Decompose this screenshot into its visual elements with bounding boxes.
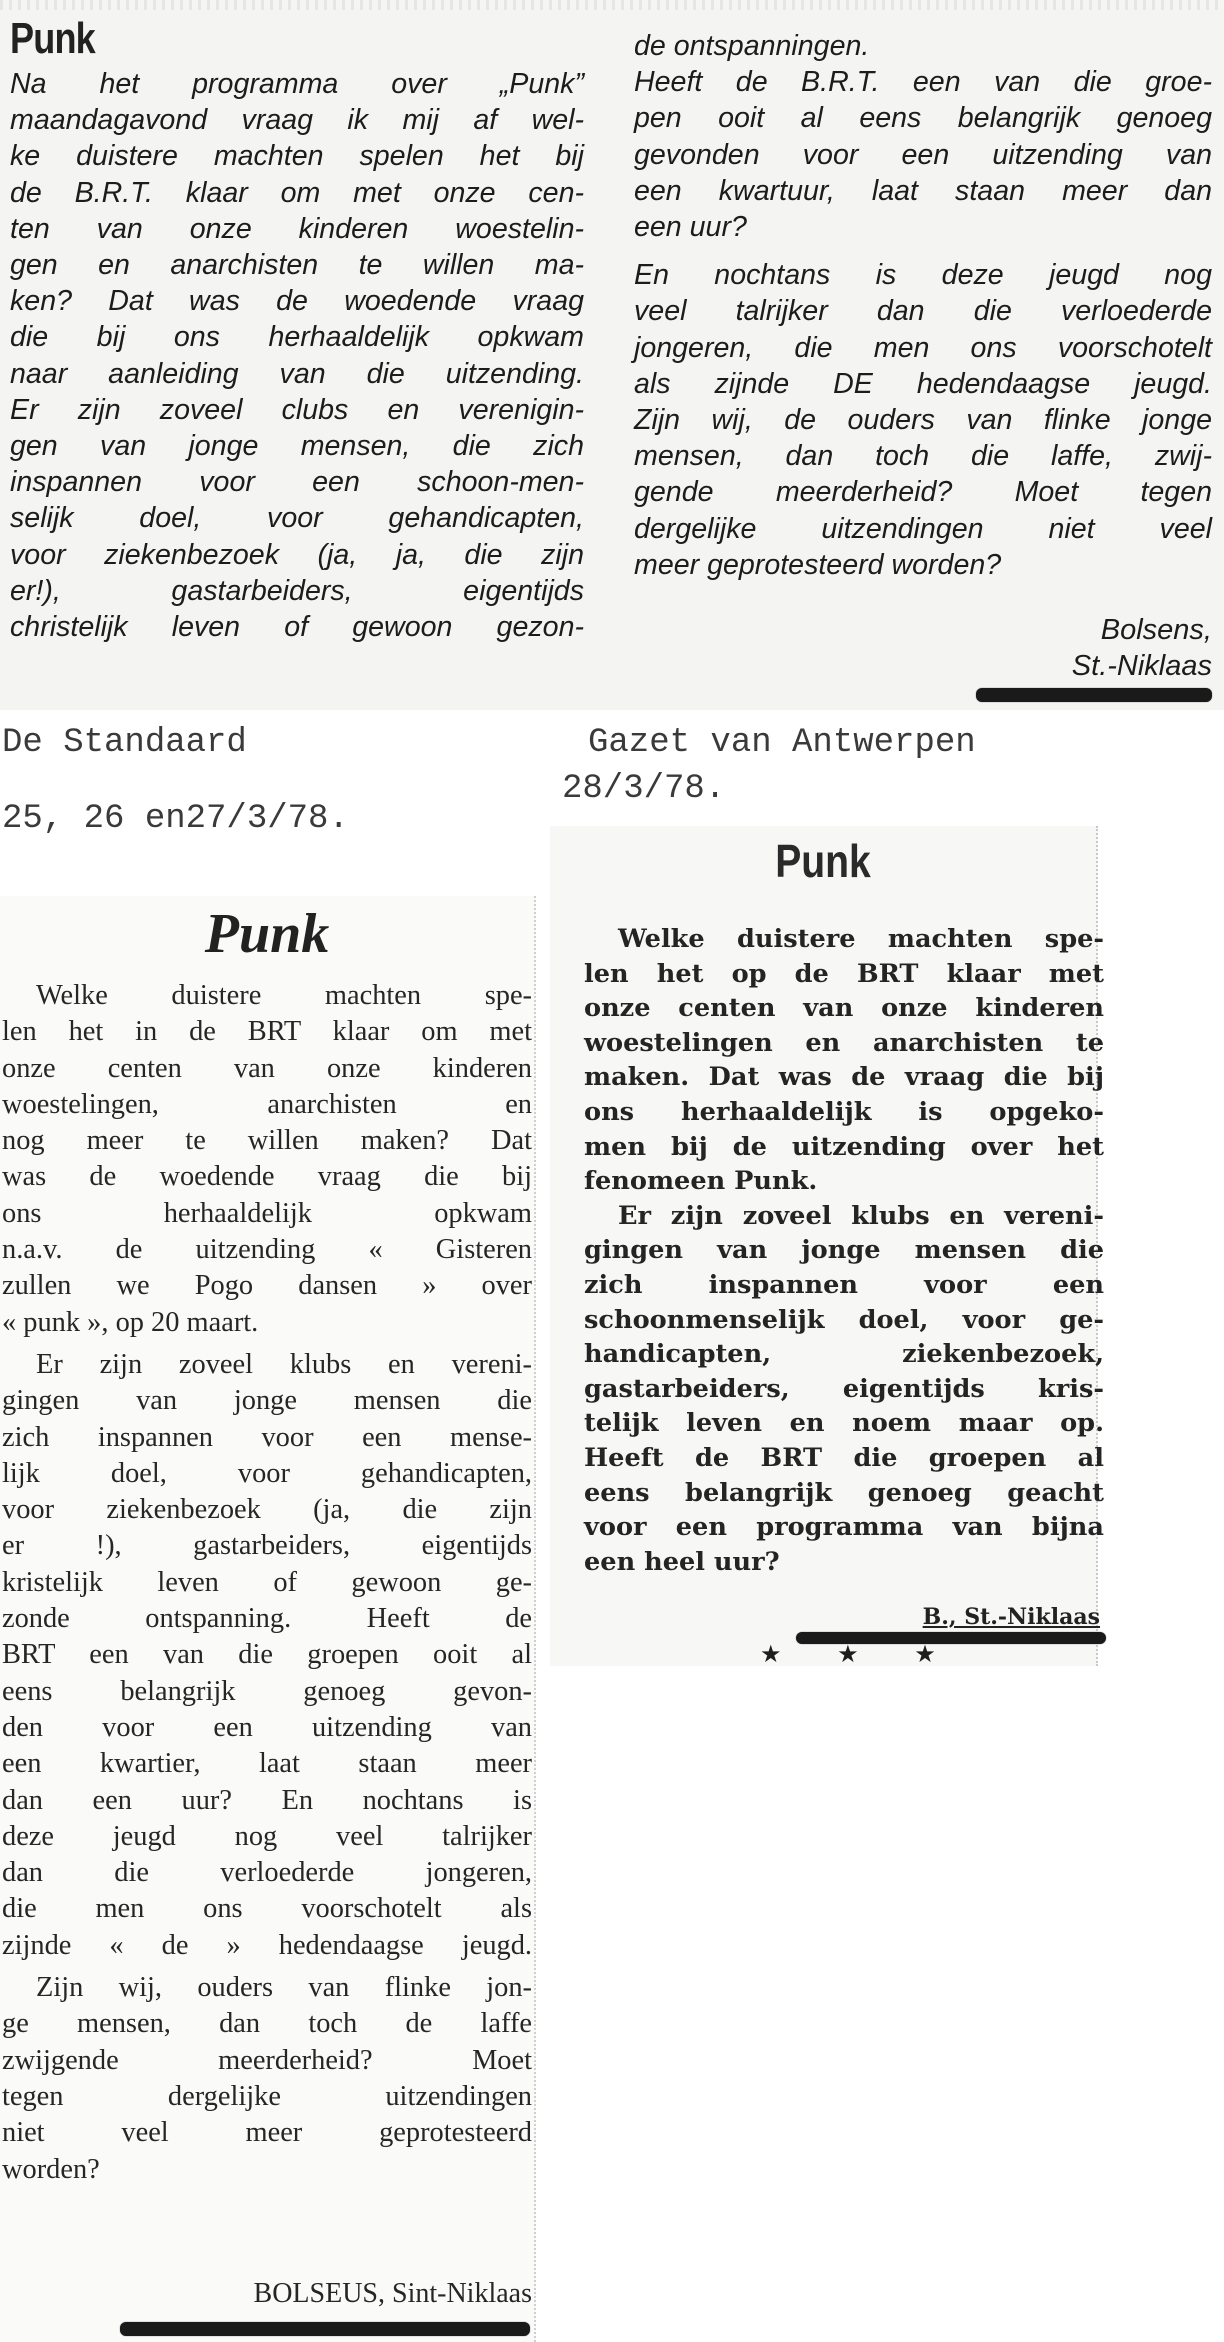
- text-line: voor ziekenbezoek (ja, die zijn: [2, 1494, 532, 1526]
- text-line: dergelijke uitzendingen niet veel: [634, 512, 1212, 545]
- text-line: ons herhaaldelijk is opgeko-: [584, 1096, 1104, 1127]
- text-line: Zijn wij, de ouders van flinke jonge: [634, 404, 1212, 437]
- text-line: Na het programma over „Punk”: [10, 68, 584, 100]
- text-line: voor een programma van bijna: [584, 1512, 1104, 1543]
- signature-place: St.-Niklaas: [1071, 650, 1212, 682]
- text-line: deze jeugd nog veel talrijker: [2, 1820, 532, 1852]
- text-line: dan die verloederde jongeren,: [2, 1857, 532, 1889]
- end-rule: [120, 2322, 530, 2336]
- standaard-clipping-title: Punk: [204, 903, 330, 965]
- text-line: zich inspannen voor een: [584, 1269, 1104, 1300]
- text-line: Er zijn zoveel klubs en vereni-: [618, 1200, 1104, 1231]
- torn-edge: [0, 0, 1224, 10]
- text-line: een uur?: [634, 211, 747, 244]
- text-line: een heel uur?: [584, 1546, 780, 1577]
- text-line: kristelijk leven of gewoon ge-: [2, 1566, 532, 1598]
- text-line: ge mensen, dan toch de laffe: [2, 2008, 532, 2040]
- text-line: onze centen van onze kinderen: [2, 1052, 532, 1084]
- text-line: gende meerderheid? Moet tegen: [634, 476, 1212, 509]
- text-line: maandagavond vraag ik mij af wel-: [10, 104, 584, 137]
- text-line: naar aanleiding van die uitzending.: [10, 357, 584, 390]
- text-line: gastarbeiders, eigentijds kris-: [584, 1373, 1104, 1404]
- text-line: zwijgende meerderheid? Moet: [2, 2044, 532, 2076]
- text-line: woestelingen en anarchisten te: [584, 1027, 1104, 1058]
- text-line: Welke duistere machten spe-: [618, 924, 1104, 954]
- standaard-clipping-signature: BOLSEUS, Sint-Niklaas: [253, 2278, 532, 2309]
- text-line: er !), gastarbeiders, eigentijds: [2, 1530, 532, 1562]
- text-line: dan een uur? En nochtans is: [2, 1784, 532, 1816]
- text-line: Er zijn zoveel klubs en vereni-: [36, 1348, 532, 1380]
- text-line: onze centen van onze kinderen: [584, 993, 1104, 1024]
- text-line: zich inspannen voor een mense-: [2, 1421, 532, 1453]
- text-line: den voor een uitzending van: [2, 1711, 532, 1743]
- text-line: gen en anarchisten te willen ma-: [10, 249, 584, 282]
- text-line: En nochtans is deze jeugd nog: [634, 259, 1212, 292]
- text-line: een kwartuur, laat staan meer dan: [634, 174, 1212, 207]
- text-line: was de woedende vraag die bij: [2, 1161, 532, 1193]
- text-line: eens belangrijk genoeg gevon-: [2, 1675, 532, 1707]
- text-line: maken. Dat was de vraag die bij: [584, 1062, 1104, 1093]
- text-line: nog meer te willen maken? Dat: [2, 1125, 532, 1157]
- text-line: een kwartier, laat staan meer: [2, 1748, 532, 1780]
- text-line: woestelingen, anarchisten en: [2, 1088, 532, 1120]
- text-line: de B.R.T. klaar om met onze cen-: [10, 176, 584, 209]
- text-line: gevonden voor een uitzending van: [634, 138, 1212, 171]
- text-line: Heeft de B.R.T. een van die groe-: [634, 66, 1212, 99]
- top-clipping-heading: Punk: [10, 14, 95, 63]
- text-line: die men ons voorschotelt als: [2, 1893, 532, 1925]
- text-line: selijk doel, voor gehandicapten,: [10, 502, 584, 535]
- text-line: er!), gastarbeiders, eigentijds: [10, 574, 584, 607]
- text-line: mensen, dan toch die laffe, zwij-: [634, 440, 1212, 473]
- text-line: die bij ons herhaaldelijk opkwam: [10, 321, 584, 354]
- text-line: inspannen voor een schoon-men-: [10, 466, 584, 499]
- text-line: Zijn wij, ouders van flinke jon-: [36, 1972, 532, 2004]
- text-line: handicapten, ziekenbezoek,: [584, 1339, 1104, 1370]
- text-line: niet veel meer geprotesteerd: [2, 2117, 532, 2149]
- text-line: zijnde « de » hedendaagse jeugd.: [2, 1929, 532, 1961]
- text-line: « punk », op 20 maart.: [2, 1306, 259, 1338]
- gva-clipping-title: Punk: [775, 835, 871, 887]
- text-line: men bij de uitzending over het: [584, 1131, 1104, 1162]
- text-line: worden?: [2, 2153, 100, 2185]
- text-line: Heeft de BRT die groepen al: [584, 1442, 1104, 1473]
- text-line: gingen van jonge mensen die: [584, 1235, 1104, 1266]
- text-line: len het op de BRT klaar met: [584, 958, 1104, 989]
- text-line: voor ziekenbezoek (ja, ja, die zijn: [10, 538, 584, 571]
- text-line: jongeren, die men ons voorschotelt: [634, 331, 1212, 364]
- star-ornament-icon: ★ ★ ★: [760, 1640, 960, 1668]
- text-line: gingen van jonge mensen die: [2, 1385, 532, 1417]
- text-line: zonde ontspanning. Heeft de: [2, 1603, 532, 1635]
- top-clipping-right-column: [634, 28, 1212, 583]
- text-line: lijk doel, voor gehandicapten,: [2, 1457, 532, 1489]
- text-line: schoonmenselijk doel, voor ge-: [584, 1304, 1104, 1335]
- text-line: tegen dergelijke uitzendingen: [2, 2080, 532, 2112]
- text-line: ons herhaaldelijk opkwam: [2, 1197, 532, 1229]
- text-line: Welke duistere machten spe-: [36, 980, 532, 1011]
- text-line: veel talrijker dan die verloederde: [634, 295, 1212, 328]
- text-line: ten van onze kinderen woestelin-: [10, 212, 584, 245]
- source-caption-standaard: De Standaard: [2, 724, 247, 762]
- text-line: ke duistere machten spelen het bij: [10, 140, 584, 173]
- text-line: BRT een van die groepen ooit al: [2, 1639, 532, 1671]
- gva-clipping-body: [584, 922, 1104, 1579]
- text-line: telijk leven en noem maar op.: [584, 1408, 1104, 1439]
- text-line: de ontspanningen.: [634, 30, 870, 62]
- text-line: zullen we Pogo dansen » over: [2, 1270, 532, 1302]
- gva-clipping-signature: B., St.-Niklaas: [922, 1604, 1100, 1630]
- text-line: meer geprotesteerd worden?: [634, 548, 1002, 581]
- text-line: fenomeen Punk.: [584, 1166, 818, 1197]
- source-caption-gva: Gazet van Antwerpen: [588, 724, 976, 762]
- text-line: als zijnde DE hedendaagse jeugd.: [634, 367, 1212, 400]
- text-line: eens belangrijk genoeg geacht: [584, 1477, 1104, 1508]
- end-rule: [976, 688, 1212, 702]
- text-line: Er zijn zoveel clubs en verenigin-: [10, 393, 584, 426]
- text-line: christelijk leven of gewoon gezon-: [10, 611, 584, 644]
- date-caption-standaard: 25, 26 en27/3/78.: [2, 800, 349, 838]
- signature-name: Bolsens,: [1100, 614, 1212, 646]
- text-line: ken? Dat was de woedende vraag: [10, 285, 584, 318]
- text-line: len het in de BRT klaar om met: [2, 1016, 532, 1048]
- text-line: pen ooit al eens belangrijk genoeg: [634, 102, 1212, 135]
- text-line: n.a.v. de uitzending « Gisteren: [2, 1234, 532, 1266]
- date-caption-gva: 28/3/78.: [562, 770, 726, 808]
- text-line: gen van jonge mensen, die zich: [10, 430, 584, 463]
- top-clipping-left-column: [10, 66, 584, 645]
- standaard-clipping-body: [2, 978, 532, 2188]
- top-clipping-signature: [900, 612, 1212, 684]
